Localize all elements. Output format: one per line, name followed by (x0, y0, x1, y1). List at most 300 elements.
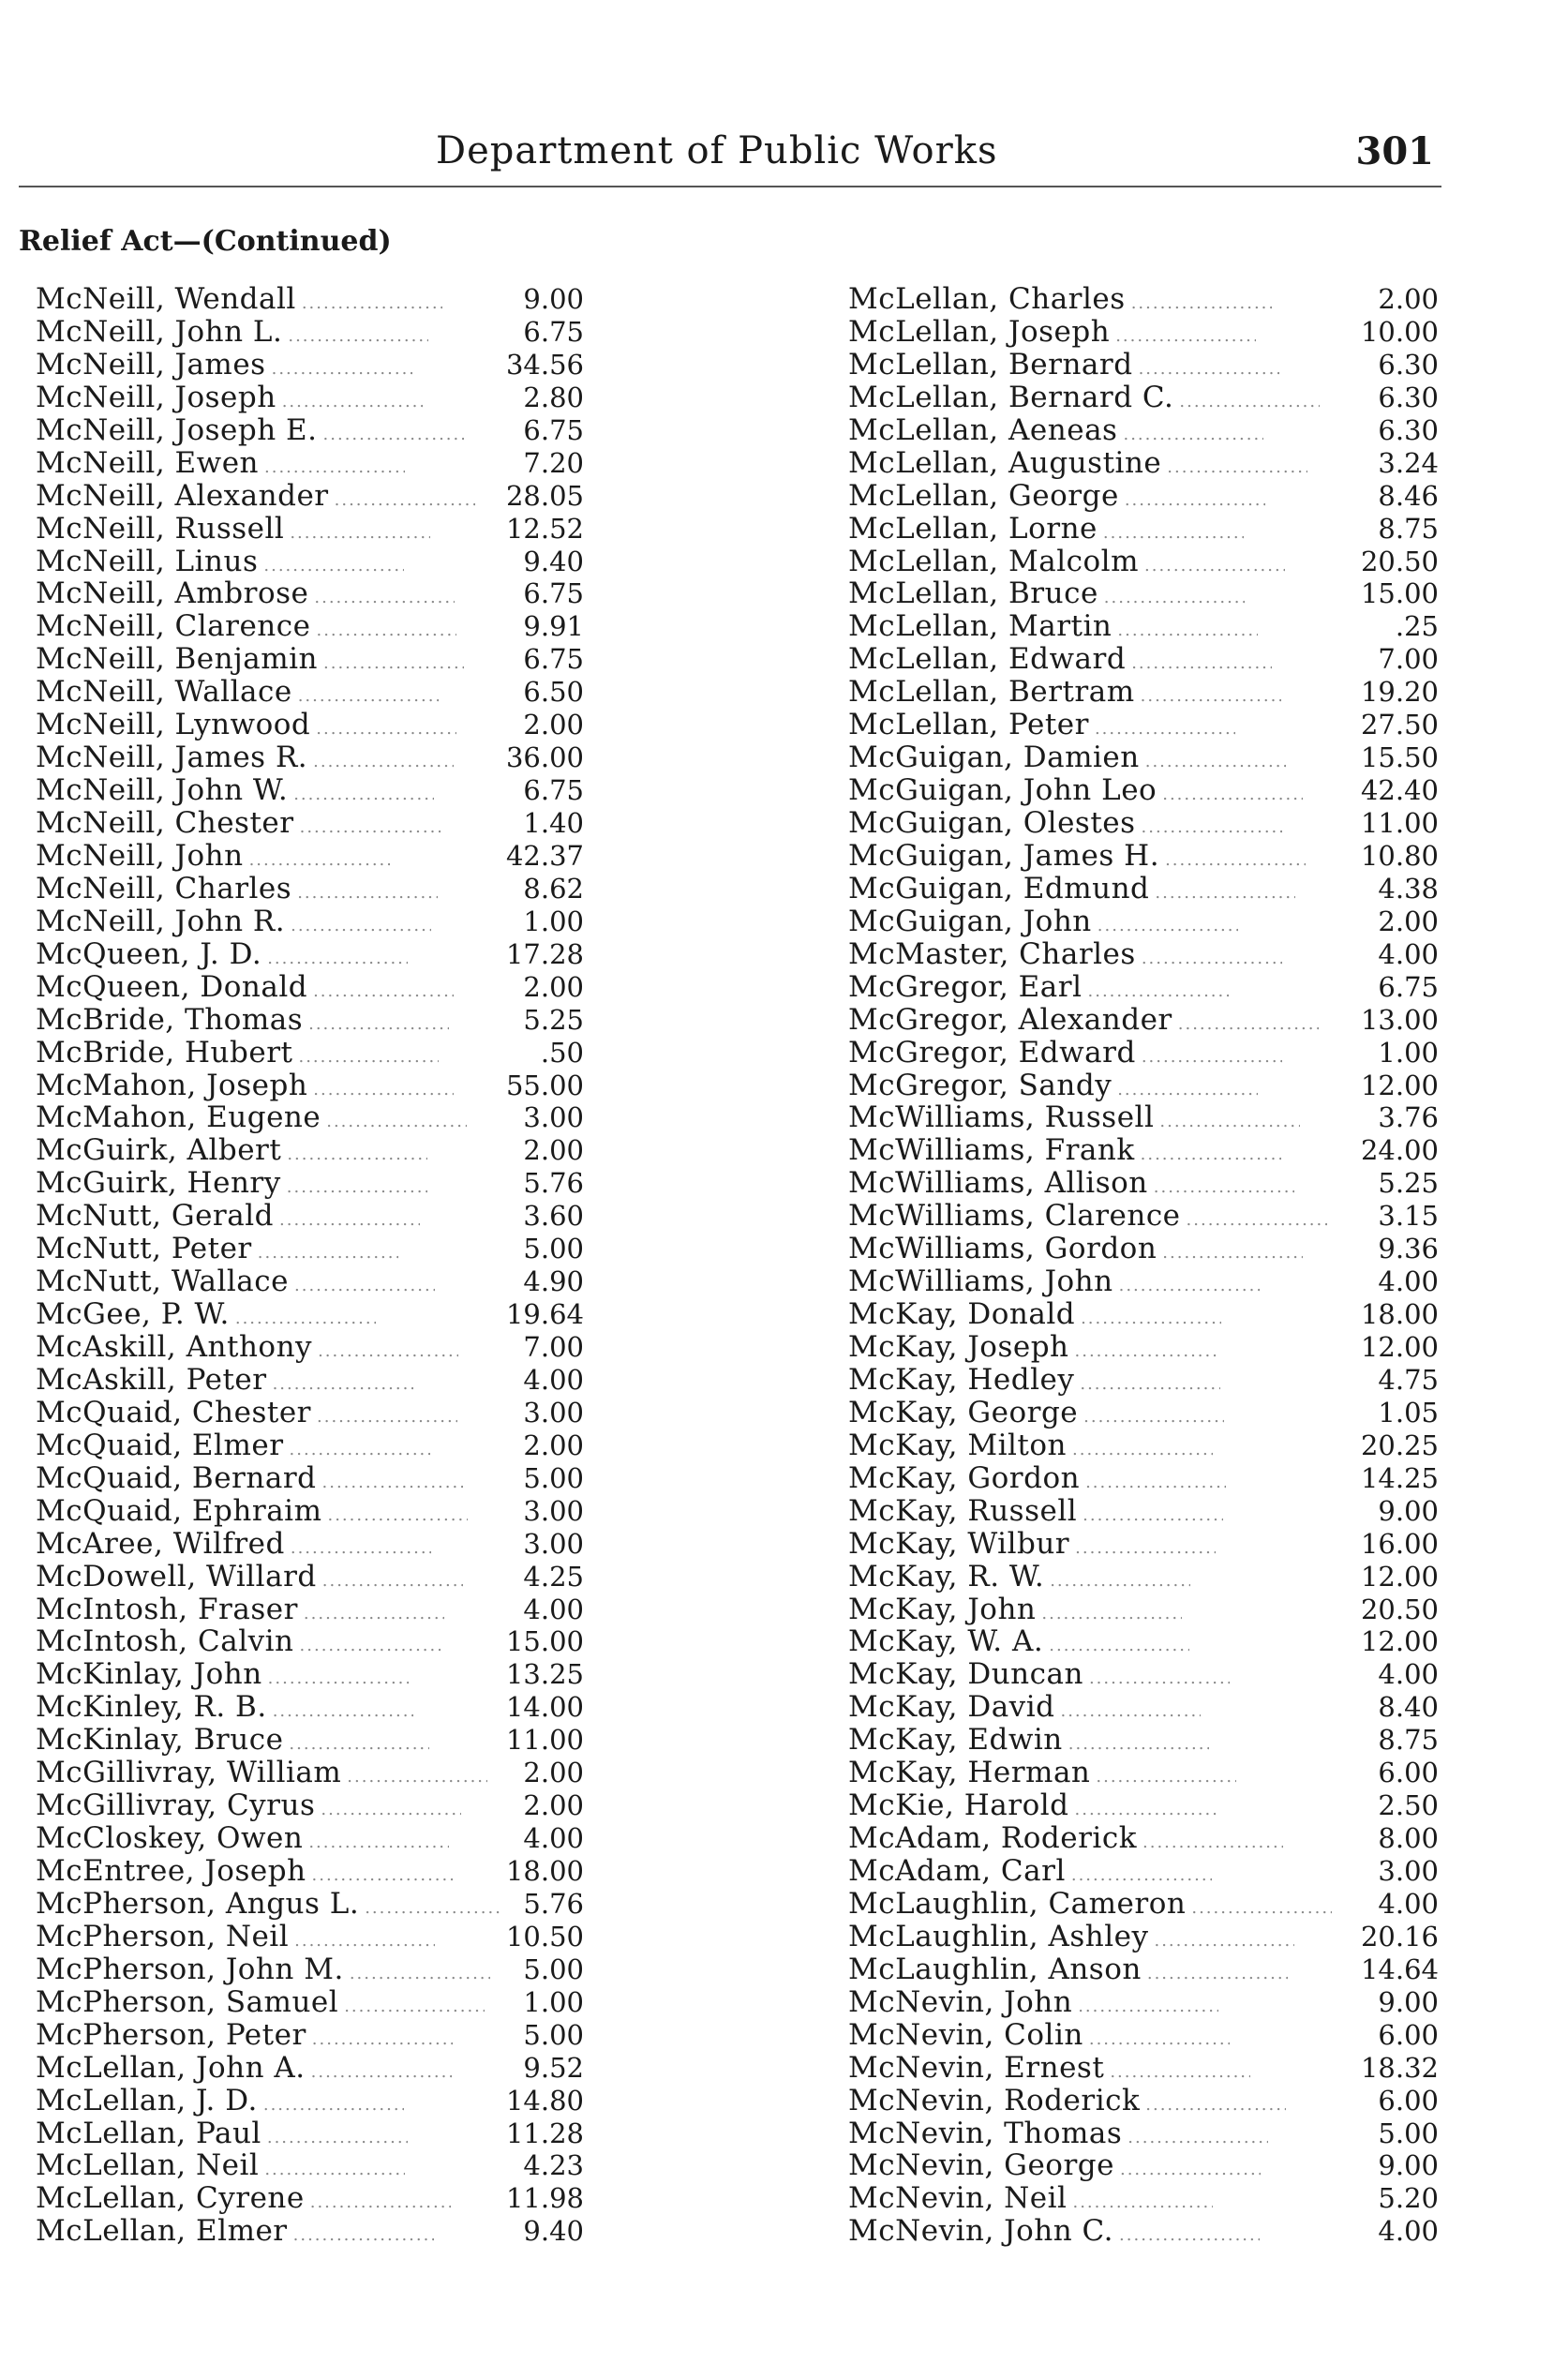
list-item (36, 1101, 584, 1134)
entry-amount: 10.00 (1360, 315, 1439, 348)
leader-dots (326, 1106, 467, 1139)
entry-amount: 6.75 (523, 315, 584, 348)
entry-amount: 34.56 (505, 348, 584, 381)
leader-dots (317, 1401, 457, 1434)
entry-name: McMahon, Joseph (36, 1068, 308, 1102)
entry-amount: 11.00 (505, 1724, 584, 1757)
list-item (848, 2149, 1439, 2182)
entry-amount: 12.52 (505, 512, 584, 545)
entry-name: McKay, Duncan (848, 1657, 1083, 1692)
list-item (36, 709, 584, 741)
entry-amount: 6.30 (1378, 381, 1439, 413)
entry-name: McKay, Gordon (848, 1460, 1081, 1495)
entry-name: McNeill, Ambrose (36, 576, 309, 611)
entry-amount: 8.00 (1378, 1822, 1439, 1855)
list-item (36, 971, 584, 1004)
leader-dots (273, 1696, 413, 1728)
leader-dots (1187, 1204, 1327, 1237)
leader-dots (1147, 1958, 1288, 1991)
entry-amount: 9.52 (523, 2051, 584, 2084)
leader-dots (347, 1761, 487, 1794)
entry-amount: 15.00 (1360, 577, 1439, 610)
list-item (36, 1822, 584, 1855)
list-item (848, 316, 1439, 349)
entry-name: McLellan, Malcolm (848, 544, 1139, 578)
entry-name: McGee, P. W. (36, 1297, 230, 1332)
entry-name: McQueen, Donald (36, 969, 308, 1004)
list-item (36, 2215, 584, 2248)
list-item (36, 480, 584, 513)
list-item (848, 709, 1439, 741)
entry-name: McQuaid, Chester (36, 1395, 311, 1429)
leader-dots (1142, 943, 1282, 976)
leader-dots (1131, 288, 1272, 321)
list-item (848, 1101, 1439, 1134)
list-item (848, 1921, 1439, 1953)
entry-name: McWilliams, John (848, 1264, 1113, 1299)
list-item (36, 1331, 584, 1364)
entry-amount: 19.20 (1360, 676, 1439, 709)
leader-dots (1141, 1139, 1281, 1172)
list-item (848, 1888, 1439, 1921)
list-item (36, 1397, 584, 1429)
entry-name: McNevin, John C. (848, 2214, 1114, 2249)
entry-amount: 1.40 (523, 807, 584, 839)
list-item (848, 1134, 1439, 1167)
list-item (36, 840, 584, 873)
list-item (36, 1200, 584, 1233)
entry-name: McLellan, Elmer (36, 2214, 288, 2249)
leader-dots (1083, 1500, 1223, 1533)
entry-amount: 8.62 (523, 872, 584, 905)
list-item (848, 513, 1439, 546)
entry-amount: 8.75 (1378, 1724, 1439, 1757)
leader-dots (327, 1500, 468, 1533)
leader-dots (300, 1630, 441, 1663)
entry-name: McNevin, Ernest (848, 2050, 1105, 2085)
list-item (848, 905, 1439, 938)
entry-name: McNeill, Chester (36, 806, 294, 840)
leader-dots (290, 517, 430, 550)
entry-amount: 5.20 (1378, 2182, 1439, 2215)
entry-name: McPherson, Peter (36, 2017, 306, 2052)
list-item (848, 1789, 1439, 1822)
list-item (848, 1625, 1439, 1658)
list-item (36, 1298, 584, 1331)
right-column (848, 283, 1439, 2248)
leader-dots (313, 976, 454, 1009)
list-item (848, 2117, 1439, 2150)
list-item (848, 1167, 1439, 1200)
entry-name: McGuigan, Damien (848, 741, 1140, 775)
list-item (848, 938, 1439, 971)
list-item (36, 414, 584, 447)
leader-dots (1165, 845, 1306, 877)
entry-amount: 3.60 (523, 1200, 584, 1233)
list-item (36, 1004, 584, 1037)
entry-name: McPherson, Angus L. (36, 1886, 360, 1921)
entry-amount: 4.00 (1378, 1658, 1439, 1691)
list-item (848, 546, 1439, 578)
list-item (36, 1986, 584, 2019)
entry-amount: 2.50 (1378, 1789, 1439, 1822)
leader-dots (288, 321, 428, 353)
list-item (848, 1855, 1439, 1888)
entry-amount: .25 (1395, 610, 1439, 643)
list-item (848, 1298, 1439, 1331)
entry-amount: 3.76 (1378, 1101, 1439, 1134)
entry-name: McDowell, Willard (36, 1559, 317, 1593)
list-item (848, 1364, 1439, 1397)
entry-amount: 13.25 (505, 1658, 584, 1691)
leader-dots (1145, 746, 1286, 779)
entry-amount: 27.50 (1360, 709, 1439, 741)
entry-name: McWilliams, Russell (848, 1100, 1155, 1135)
entry-name: McGuigan, Olestes (848, 806, 1136, 840)
entry-amount: 11.28 (505, 2117, 584, 2149)
entry-amount: 5.00 (523, 2018, 584, 2051)
list-item (36, 546, 584, 578)
leader-dots (1096, 1761, 1236, 1794)
entry-amount: 5.76 (523, 1167, 584, 1200)
entry-amount: 8.40 (1378, 1691, 1439, 1724)
entry-amount: 2.00 (523, 970, 584, 1003)
entry-amount: 2.00 (523, 1757, 584, 1789)
entry-name: McLaughlin, Cameron (848, 1886, 1187, 1921)
entry-name: McKay, Wilbur (848, 1526, 1070, 1561)
entry-name: McCloskey, Owen (36, 1821, 304, 1856)
left-column (36, 283, 584, 2248)
section-title: Relief Act—(Continued) (19, 225, 392, 258)
entry-name: McWilliams, Gordon (848, 1232, 1157, 1266)
list-item (36, 1855, 584, 1888)
leader-dots (323, 648, 464, 681)
entry-amount: 4.00 (1378, 2215, 1439, 2248)
list-item (848, 1070, 1439, 1102)
entry-amount: 4.00 (1378, 937, 1439, 970)
entry-name: McNeill, Linus (36, 544, 259, 578)
entry-amount: 9.00 (523, 283, 584, 315)
entry-name: McNevin, George (848, 2148, 1114, 2183)
entry-amount: 6.75 (523, 774, 584, 807)
entry-name: McKay, George (848, 1395, 1079, 1429)
list-item (36, 1953, 584, 1986)
entry-name: McPherson, Neil (36, 1919, 290, 1953)
leader-dots (1119, 1270, 1260, 1303)
list-item (848, 643, 1439, 676)
entry-amount: 2.00 (523, 1134, 584, 1167)
entry-name: McNevin, Neil (848, 2181, 1068, 2216)
entry-name: McNeill, Benjamin (36, 642, 318, 677)
leader-dots (1127, 2122, 1268, 2155)
list-item (848, 2085, 1439, 2117)
entry-name: McBride, Hubert (36, 1035, 293, 1070)
entry-name: McNeill, James R. (36, 741, 308, 775)
entry-amount: 3.00 (523, 1494, 584, 1527)
entry-name: McKay, Russell (848, 1493, 1078, 1528)
leader-dots (1162, 779, 1303, 812)
entry-amount: 9.00 (1378, 1494, 1439, 1527)
entry-amount: 6.00 (1378, 2084, 1439, 2117)
entry-amount: 14.00 (505, 1691, 584, 1724)
leader-dots (287, 1172, 427, 1204)
leader-dots (344, 1991, 485, 2024)
leader-dots (279, 1204, 420, 1237)
entry-name: McNeill, John L. (36, 314, 283, 349)
leader-dots (1089, 2024, 1230, 2057)
entry-amount: 9.00 (1378, 2149, 1439, 2182)
entry-amount: 11.00 (1360, 807, 1439, 839)
entry-name: McGillivray, Cyrus (36, 1788, 316, 1823)
list-item (36, 643, 584, 676)
leader-dots (297, 877, 438, 910)
entry-amount: 3.00 (523, 1396, 584, 1429)
leader-dots (318, 1336, 458, 1369)
list-item (848, 1658, 1439, 1691)
entry-name: McIntosh, Calvin (36, 1624, 294, 1659)
list-item (36, 513, 584, 546)
entry-amount: 3.24 (1378, 446, 1439, 479)
entry-name: McKay, John (848, 1592, 1037, 1626)
leader-dots (313, 746, 454, 779)
leader-dots (1072, 1434, 1213, 1467)
entry-amount: 4.00 (523, 1363, 584, 1396)
entry-name: McQueen, J. D. (36, 936, 262, 971)
entry-amount: 10.80 (1360, 839, 1439, 872)
leader-dots (321, 1794, 461, 1827)
entry-amount: 20.50 (1360, 1593, 1439, 1625)
entry-amount: 20.16 (1360, 1920, 1439, 1953)
entry-amount: 12.00 (1360, 1069, 1439, 1101)
entry-name: McKay, Herman (848, 1756, 1091, 1790)
list-item (36, 316, 584, 349)
entry-amount: 6.00 (1378, 2018, 1439, 2051)
leader-dots (1141, 681, 1281, 713)
entry-name: McLellan, Lorne (848, 511, 1098, 546)
list-item (36, 2085, 584, 2117)
page-header (19, 120, 1434, 176)
list-item (36, 1528, 584, 1561)
entry-name: McLellan, Peter (848, 708, 1089, 742)
list-item (36, 1495, 584, 1528)
entry-amount: 6.75 (523, 577, 584, 610)
entry-name: McGuigan, John Leo (848, 773, 1157, 808)
list-item (848, 840, 1439, 873)
list-item (36, 349, 584, 382)
entry-amount: 17.28 (505, 937, 584, 970)
leader-dots (293, 779, 434, 812)
entry-name: McNeill, Wallace (36, 675, 292, 710)
leader-dots (1120, 2154, 1261, 2187)
entry-name: McKinlay, John (36, 1657, 262, 1692)
entry-name: McNutt, Gerald (36, 1199, 274, 1234)
entry-name: McNeill, Joseph E. (36, 412, 318, 447)
list-item (36, 2149, 584, 2182)
leader-dots (298, 1041, 439, 1074)
entry-name: McLellan, Joseph (848, 314, 1111, 349)
entry-amount: 12.00 (1360, 1560, 1439, 1593)
list-item (848, 873, 1439, 905)
entry-name: McLellan, Bertram (848, 675, 1135, 710)
entry-amount: 20.50 (1360, 545, 1439, 577)
list-item (848, 1528, 1439, 1561)
entry-amount: 4.38 (1378, 872, 1439, 905)
entry-amount: 8.46 (1378, 479, 1439, 512)
entry-name: McGuirk, Henry (36, 1166, 281, 1201)
entry-amount: 3.00 (523, 1101, 584, 1134)
entry-name: McIntosh, Fraser (36, 1592, 298, 1626)
entry-amount: 19.64 (505, 1298, 584, 1331)
entry-name: McGuigan, Edmund (848, 871, 1150, 905)
entry-amount: 18.00 (505, 1855, 584, 1887)
entry-name: McGillivray, William (36, 1756, 342, 1790)
leader-dots (298, 681, 439, 713)
entry-name: McNeill, James (36, 347, 266, 382)
list-item (848, 1265, 1439, 1298)
entry-amount: 7.00 (523, 1331, 584, 1363)
leader-dots (1125, 485, 1265, 517)
entry-name: McNevin, Colin (848, 2017, 1083, 2052)
entry-name: McKay, R. W. (848, 1559, 1045, 1593)
entry-name: McLellan, Bernard C. (848, 380, 1174, 414)
entry-amount: 4.00 (1378, 1887, 1439, 1920)
leader-dots (1179, 386, 1320, 419)
entry-name: McGregor, Earl (848, 969, 1083, 1004)
list-item (36, 1789, 584, 1822)
list-item (36, 938, 584, 971)
list-item (848, 1822, 1439, 1855)
entry-name: McKinlay, Bruce (36, 1723, 284, 1758)
entry-amount: 9.91 (523, 610, 584, 643)
entry-name: McLellan, Bruce (848, 576, 1098, 611)
list-item (36, 1265, 584, 1298)
entry-amount: 36.00 (505, 741, 584, 774)
entry-amount: 6.75 (523, 413, 584, 446)
entry-amount: 4.75 (1378, 1363, 1439, 1396)
entry-name: McGregor, Edward (848, 1035, 1136, 1070)
leader-dots (312, 2024, 453, 2057)
list-item (848, 1462, 1439, 1495)
entry-amount: 6.75 (1378, 970, 1439, 1003)
list-item (36, 283, 584, 316)
entry-amount: 28.05 (505, 479, 584, 512)
list-item (848, 1037, 1439, 1070)
entry-name: McLellan, George (848, 478, 1119, 513)
entry-name: McLellan, Bernard (848, 347, 1133, 382)
entry-amount: 18.00 (1360, 1298, 1439, 1331)
entry-amount: 5.00 (523, 1233, 584, 1265)
entry-name: McNevin, Thomas (848, 2116, 1123, 2150)
list-item (848, 1004, 1439, 1037)
list-item (848, 1331, 1439, 1364)
leader-dots (272, 353, 412, 386)
leader-dots (1142, 1041, 1282, 1074)
leader-dots (310, 2187, 451, 2220)
entry-name: McAdam, Carl (848, 1854, 1066, 1888)
entry-name: McAdam, Roderick (848, 1821, 1137, 1856)
page-number: 301 (1355, 129, 1434, 173)
list-item (36, 1167, 584, 1200)
list-item (848, 774, 1439, 807)
entry-name: McMaster, Charles (848, 936, 1136, 971)
entry-amount: 24.00 (1360, 1134, 1439, 1167)
entry-amount: 13.00 (1360, 1003, 1439, 1036)
leader-dots (316, 615, 456, 648)
list-item (848, 447, 1439, 480)
list-item (848, 1200, 1439, 1233)
entry-name: McNevin, John (848, 1984, 1073, 2019)
entry-amount: 15.00 (505, 1625, 584, 1658)
leader-dots (1191, 1893, 1332, 1925)
entry-name: McNeill, John R. (36, 904, 286, 938)
leader-dots (291, 910, 431, 943)
leader-dots (1089, 1663, 1230, 1696)
leader-dots (335, 485, 475, 517)
leader-dots (322, 1565, 463, 1598)
entry-amount: 3.00 (523, 1527, 584, 1560)
entry-amount: 6.30 (1378, 348, 1439, 381)
entry-name: McKay, David (848, 1690, 1055, 1725)
list-item (36, 1134, 584, 1167)
entry-name: McAskill, Peter (36, 1362, 267, 1397)
list-item (848, 2182, 1439, 2215)
entry-name: McWilliams, Allison (848, 1166, 1148, 1201)
entry-amount: 3.15 (1378, 1200, 1439, 1233)
entry-amount: 55.00 (505, 1069, 584, 1101)
entry-amount: 9.40 (523, 2215, 584, 2248)
entry-name: McNeill, Lynwood (36, 708, 311, 742)
leader-dots (1131, 648, 1272, 681)
list-item (36, 382, 584, 414)
list-item (36, 1462, 584, 1495)
leader-dots (1075, 1533, 1216, 1565)
entry-name: McAskill, Anthony (36, 1330, 313, 1364)
entry-name: McGuirk, Albert (36, 1133, 282, 1168)
entry-name: McNeill, Alexander (36, 478, 329, 513)
leader-dots (1050, 1565, 1190, 1598)
entry-amount: 11.98 (505, 2182, 584, 2215)
entry-name: McPherson, John M. (36, 1952, 344, 1986)
list-item (848, 382, 1439, 414)
leader-dots (322, 1467, 463, 1500)
entry-amount: 9.40 (523, 545, 584, 577)
entry-amount: 42.37 (505, 839, 584, 872)
entry-amount: 15.50 (1360, 741, 1439, 774)
entry-amount: 4.00 (1378, 1265, 1439, 1298)
entry-amount: 6.00 (1378, 1757, 1439, 1789)
entry-name: McLellan, Martin (848, 609, 1113, 644)
list-item (848, 577, 1439, 610)
leader-dots (316, 713, 456, 746)
list-item (36, 774, 584, 807)
leader-dots (1119, 2220, 1260, 2252)
list-item (36, 1724, 584, 1757)
entry-amount: 6.75 (523, 643, 584, 676)
entry-name: McAree, Wilfred (36, 1526, 285, 1561)
entry-amount: 4.90 (523, 1265, 584, 1298)
entry-name: McWilliams, Frank (848, 1133, 1135, 1168)
leader-dots (1142, 1827, 1283, 1860)
list-item (848, 480, 1439, 513)
entry-amount: 2.00 (523, 709, 584, 741)
entry-name: McNeill, John (36, 838, 244, 873)
entry-name: McGuigan, James H. (848, 838, 1160, 873)
entry-amount: 20.25 (1360, 1429, 1439, 1461)
list-item (848, 676, 1439, 709)
entry-name: McKay, Hedley (848, 1362, 1075, 1397)
leader-dots (294, 1270, 435, 1303)
leader-dots (1162, 1237, 1303, 1270)
